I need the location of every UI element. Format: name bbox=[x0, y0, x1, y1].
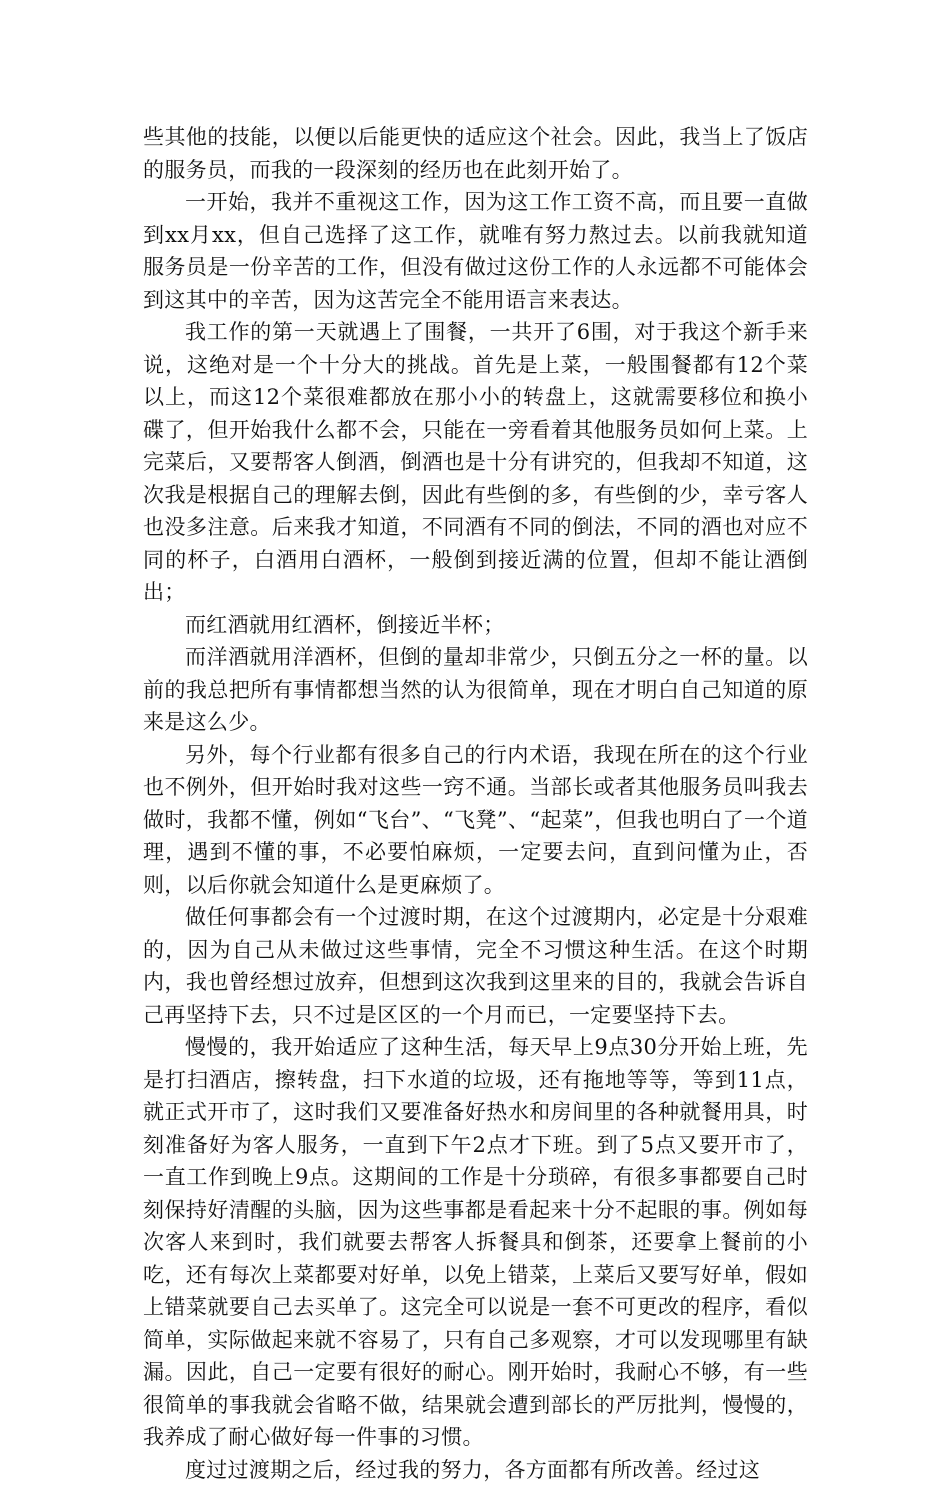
document-body bbox=[143, 121, 808, 1486]
paragraph-6: 另外，每个行业都有很多自己的行内术语，我现在所在的这个行业也不例外，但开始时我对这些一窍不通。当部长或者其他服务员叫我去做时，我都不懂，例如“飞台”、“飞凳”、“起菜”，但我也明白了一个道理，遇到不懂的事，不必要怕麻烦，一定要去问，直到问懂为止，否则，以后你就会知道什么是更麻烦了。 bbox=[143, 739, 808, 902]
paragraph-3: 我工作的第一天就遇上了围餐，一共开了6围，对于我这个新手来说，这绝对是一个十分大的挑战。首先是上菜，一般围餐都有12个菜以上，而这12个菜很难都放在那小小的转盘上，这就需要移位和换小碟了，但开始我什么都不会，只能在一旁看着其他服务员如何上菜。上完菜后，又要帮客人倒酒，倒酒也是十分有讲究的，但我却不知道，这次我是根据自己的理解去倒，因此有些倒的多，有些倒的少，幸亏客人也没多注意。后来我才知道，不同酒有不同的倒法，不同的酒也对应不同的杯子，白酒用白酒杯，一般倒到接近满的位置，但却不能让酒倒出； bbox=[143, 316, 808, 609]
paragraph-4: 而红酒就用红酒杯，倒接近半杯； bbox=[143, 609, 808, 642]
paragraph-2: 一开始，我并不重视这工作，因为这工作工资不高，而且要一直做到xx月xx，但自己选择了这工作，就唯有努力熬过去。以前我就知道服务员是一份辛苦的工作，但没有做过这份工作的人永远都不可能体会到这其中的辛苦，因为这苦完全不能用语言来表达。 bbox=[143, 186, 808, 316]
paragraph-5: 而洋酒就用洋酒杯，但倒的量却非常少，只倒五分之一杯的量。以前的我总把所有事情都想当然的认为很简单，现在才明白自己知道的原来是这么少。 bbox=[143, 641, 808, 739]
paragraph-7: 做任何事都会有一个过渡时期，在这个过渡期内，必定是十分艰难的，因为自己从未做过这些事情，完全不习惯这种生活。在这个时期内，我也曾经想过放弃，但想到这次我到这里来的目的，我就会告诉自己再坚持下去，只不过是区区的一个月而已，一定要坚持下去。 bbox=[143, 901, 808, 1031]
paragraph-8: 慢慢的，我开始适应了这种生活，每天早上9点30分开始上班，先是打扫酒店，擦转盘，扫下水道的垃圾，还有拖地等等，等到11点，就正式开市了，这时我们又要准备好热水和房间里的各种就餐用具，时刻准备好为客人服务，一直到下午2点才下班。到了5点又要开市了，一直工作到晚上9点。这期间的工作是十分琐碎，有很多事都要自己时刻保持好清醒的头脑，因为这些事都是看起来十分不起眼的事。例如每次客人来到时，我们就要去帮客人拆餐具和倒茶，还要拿上餐前的小吃，还有每次上菜都要对好单，以免上错菜，上菜后又要写好单，假如上错菜就要自己去买单了。这完全可以说是一套不可更改的程序，看似简单，实际做起来就不容易了，只有自己多观察，才可以发现哪里有缺漏。因此，自己一定要有很好的耐心。刚开始时，我耐心不够，有一些很简单的事我就会省略不做，结果就会遭到部长的严厉批判，慢慢的，我养成了耐心做好每一件事的习惯。 bbox=[143, 1031, 808, 1454]
paragraph-1: 些其他的技能，以便以后能更快的适应这个社会。因此，我当上了饭店的服务员，而我的一段深刻的经历也在此刻开始了。 bbox=[143, 121, 808, 186]
paragraph-9: 度过过渡期之后，经过我的努力，各方面都有所改善。经过这 bbox=[143, 1454, 808, 1486]
